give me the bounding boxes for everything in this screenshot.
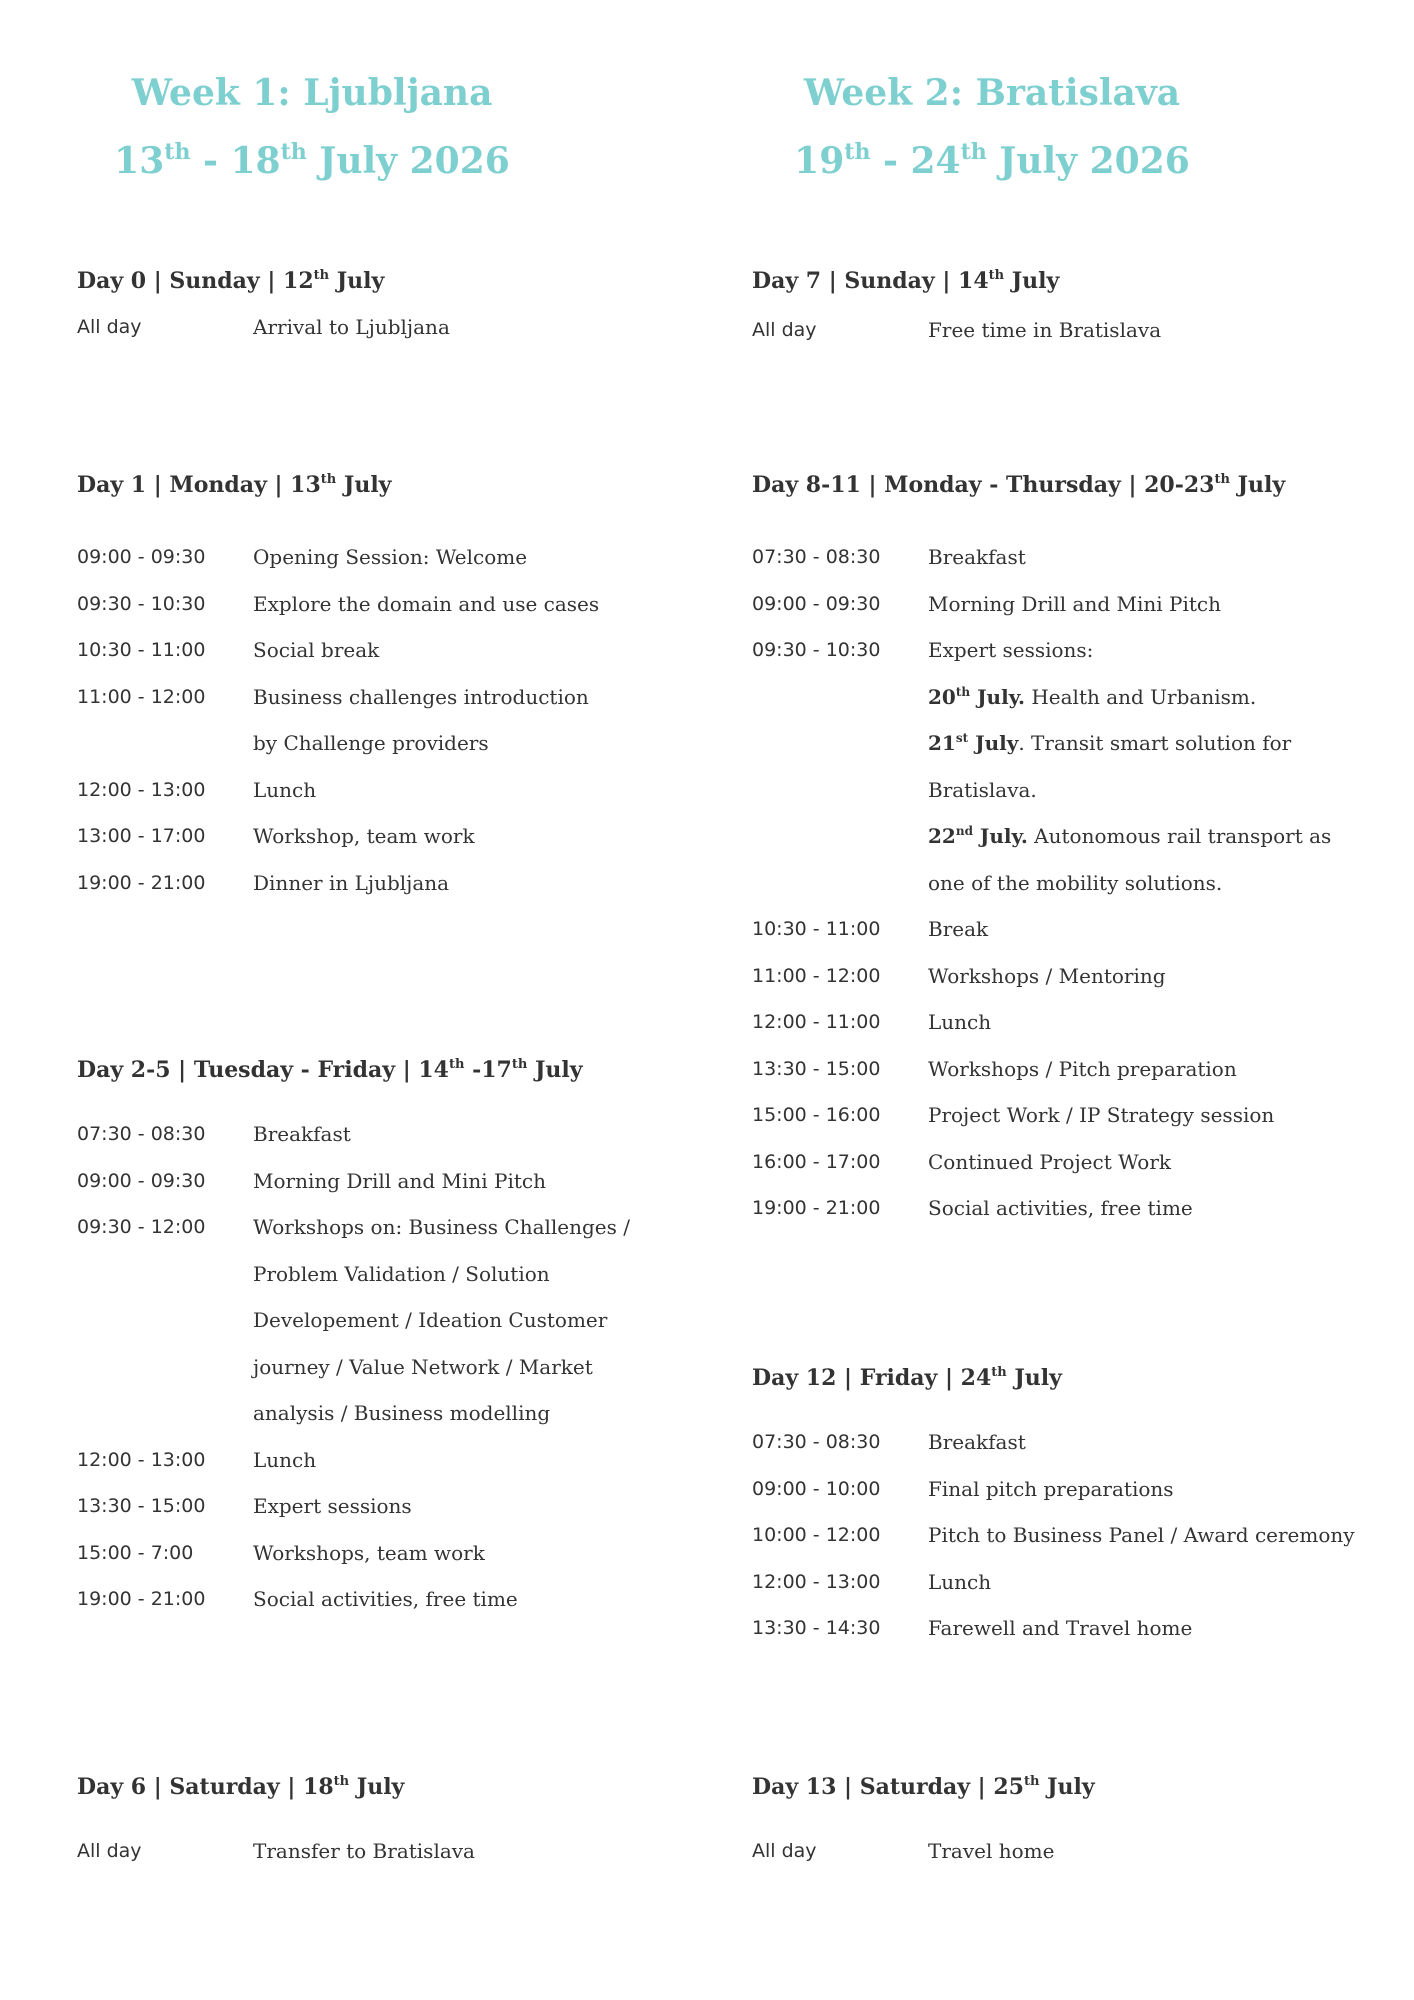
time-slot: 12:00 - 13:00 bbox=[77, 1448, 206, 1471]
time-slot: 09:00 - 10:00 bbox=[752, 1477, 881, 1500]
time-slot: 13:00 - 17:00 bbox=[77, 825, 206, 847]
schedule-row bbox=[77, 304, 677, 351]
activity: Bratislava. bbox=[928, 777, 1037, 802]
activity: Business challenges introduction bbox=[253, 684, 589, 709]
schedule-row bbox=[752, 906, 1392, 953]
day-0-section bbox=[77, 266, 677, 339]
time-slot: 19:00 - 21:00 bbox=[752, 1197, 881, 1219]
schedule-row bbox=[77, 860, 677, 907]
activity: Workshops on: Business Challenges / bbox=[253, 1215, 631, 1239]
activity: Lunch bbox=[253, 1447, 317, 1472]
schedule-row bbox=[77, 813, 677, 860]
activity: by Challenge providers bbox=[253, 731, 489, 755]
time-slot: 10:00 - 12:00 bbox=[752, 1524, 881, 1546]
activity: Breakfast bbox=[253, 1122, 351, 1146]
day-2-5-section bbox=[77, 1055, 677, 1611]
day-header: Day 2-5 | Tuesday - Friday | 14th -17th July bbox=[77, 1057, 583, 1083]
activity: Morning Drill and Mini Pitch bbox=[928, 591, 1221, 616]
time-slot: 10:30 - 11:00 bbox=[77, 639, 206, 661]
activity: Travel home bbox=[928, 1839, 1055, 1863]
schedule-row bbox=[77, 1390, 677, 1437]
time-slot: 12:00 - 13:00 bbox=[752, 1570, 881, 1593]
activity: Social activities, free time bbox=[928, 1196, 1193, 1220]
time-slot: 09:30 - 12:00 bbox=[77, 1216, 206, 1238]
schedule-row bbox=[77, 1111, 677, 1158]
time-slot: 12:00 - 13:00 bbox=[77, 778, 206, 801]
schedule-row bbox=[77, 1158, 677, 1205]
schedule-row bbox=[77, 674, 677, 721]
day-6-section bbox=[77, 1772, 677, 1863]
schedule-row bbox=[77, 581, 677, 628]
schedule-row bbox=[752, 1046, 1392, 1093]
time-slot: 10:30 - 11:00 bbox=[752, 918, 881, 940]
schedule-row bbox=[752, 767, 1392, 814]
session-date: 21st July bbox=[928, 731, 1019, 755]
time-slot: All day bbox=[77, 316, 142, 338]
activity: Lunch bbox=[928, 1569, 992, 1594]
activity: Break bbox=[928, 917, 989, 941]
activity: journey / Value Network / Market bbox=[253, 1354, 593, 1379]
time-slot: 09:00 - 09:30 bbox=[77, 546, 206, 568]
time-slot: 19:00 - 21:00 bbox=[77, 871, 206, 894]
activity: Workshop, team work bbox=[253, 824, 475, 848]
time-slot: 12:00 - 11:00 bbox=[752, 1011, 881, 1033]
schedule-row bbox=[752, 1512, 1392, 1559]
day-7-section bbox=[752, 266, 1392, 342]
time-slot: 09:30 - 10:30 bbox=[77, 592, 206, 615]
schedule-row bbox=[77, 1251, 677, 1298]
schedule-row bbox=[752, 1139, 1392, 1186]
schedule-row bbox=[77, 1828, 677, 1875]
schedule-row bbox=[752, 1605, 1392, 1652]
activity: Breakfast bbox=[928, 1430, 1026, 1454]
time-slot: 19:00 - 21:00 bbox=[77, 1588, 206, 1610]
schedule-row bbox=[77, 1530, 677, 1577]
schedule-row bbox=[77, 720, 677, 767]
time-slot: 09:00 - 09:30 bbox=[77, 1169, 206, 1192]
activity: Free time in Bratislava bbox=[928, 318, 1162, 342]
activity: Problem Validation / Solution bbox=[253, 1261, 550, 1286]
activity: Lunch bbox=[253, 777, 317, 802]
schedule-row bbox=[77, 1437, 677, 1484]
activity: Dinner in Ljubljana bbox=[253, 870, 450, 895]
schedule-row bbox=[752, 1828, 1392, 1875]
time-slot: All day bbox=[752, 1840, 817, 1862]
activity: Farewell and Travel home bbox=[928, 1616, 1193, 1640]
activity: Arrival to Ljubljana bbox=[253, 315, 450, 339]
time-slot: 07:30 - 08:30 bbox=[77, 1123, 206, 1145]
schedule-row bbox=[752, 1419, 1392, 1466]
activity: Workshops / Mentoring bbox=[928, 963, 1166, 988]
schedule-row bbox=[752, 999, 1392, 1046]
activity: Opening Session: Welcome bbox=[253, 545, 528, 569]
schedule-row bbox=[752, 860, 1392, 907]
week2-dates: 19th - 24th July 2026 bbox=[794, 139, 1190, 182]
schedule-row bbox=[77, 627, 677, 674]
activity: 21st July. Transit smart solution for bbox=[928, 731, 1292, 755]
time-slot: All day bbox=[77, 1840, 142, 1862]
time-slot: 13:30 - 14:30 bbox=[752, 1617, 881, 1639]
schedule-row bbox=[77, 1483, 677, 1530]
schedule-row bbox=[752, 1559, 1392, 1606]
schedule-row bbox=[77, 1297, 677, 1344]
activity: 20th July. Health and Urbanism. bbox=[928, 684, 1257, 709]
schedule-row bbox=[77, 767, 677, 814]
day-header: Day 12 | Friday | 24th July bbox=[752, 1365, 1062, 1391]
schedule-row bbox=[77, 1204, 677, 1251]
time-slot: 07:30 - 08:30 bbox=[752, 1431, 881, 1453]
time-slot: 15:00 - 16:00 bbox=[752, 1104, 881, 1126]
session-date: 22nd July. bbox=[928, 824, 1028, 848]
day-8-11-section bbox=[752, 470, 1392, 1220]
schedule-row bbox=[752, 1466, 1392, 1513]
schedule-row bbox=[77, 1576, 677, 1623]
day-header: Day 13 | Saturday | 25th July bbox=[752, 1774, 1095, 1800]
activity: one of the mobility solutions. bbox=[928, 870, 1223, 895]
time-slot: 09:00 - 09:30 bbox=[752, 592, 881, 615]
activity: Continued Project Work bbox=[928, 1149, 1172, 1174]
schedule-row bbox=[752, 720, 1392, 767]
activity: Workshops / Pitch preparation bbox=[928, 1056, 1237, 1081]
activity: Project Work / IP Strategy session bbox=[928, 1103, 1275, 1127]
session-date: 20th July. bbox=[928, 684, 1025, 709]
activity: Expert sessions bbox=[253, 1494, 412, 1518]
activity: Pitch to Business Panel / Award ceremony bbox=[928, 1523, 1355, 1547]
activity: Expert sessions: bbox=[928, 638, 1094, 662]
schedule-row bbox=[77, 534, 677, 581]
activity: Final pitch preparations bbox=[928, 1476, 1174, 1501]
activity: Workshops, team work bbox=[253, 1540, 485, 1565]
activity: Morning Drill and Mini Pitch bbox=[253, 1168, 546, 1193]
day-header: Day 1 | Monday | 13th July bbox=[77, 472, 392, 498]
week2-title: Week 2: Bratislava bbox=[803, 72, 1181, 114]
schedule-row bbox=[752, 1185, 1392, 1232]
day-1-section bbox=[77, 470, 677, 895]
schedule-row bbox=[752, 813, 1392, 860]
activity: Developement / Ideation Customer bbox=[253, 1308, 608, 1332]
time-slot: 16:00 - 17:00 bbox=[752, 1150, 881, 1173]
time-slot: 11:00 - 12:00 bbox=[77, 685, 206, 708]
time-slot: 11:00 - 12:00 bbox=[752, 964, 881, 987]
day-12-section bbox=[752, 1363, 1392, 1640]
week1-dates: 13th - 18th July 2026 bbox=[114, 139, 510, 182]
activity: Social break bbox=[253, 638, 380, 662]
schedule-row bbox=[752, 953, 1392, 1000]
activity: Explore the domain and use cases bbox=[253, 591, 600, 616]
time-slot: 07:30 - 08:30 bbox=[752, 546, 881, 568]
schedule-row bbox=[752, 1092, 1392, 1139]
time-slot: 09:30 - 10:30 bbox=[752, 639, 881, 661]
schedule-row bbox=[752, 581, 1392, 628]
activity: Lunch bbox=[928, 1010, 992, 1034]
activity: Breakfast bbox=[928, 545, 1026, 569]
day-header: Day 0 | Sunday | 12th July bbox=[77, 268, 385, 294]
time-slot: 15:00 - 7:00 bbox=[77, 1541, 194, 1564]
time-slot: 13:30 - 15:00 bbox=[77, 1495, 206, 1517]
schedule-row bbox=[752, 307, 1392, 354]
time-slot: 13:30 - 15:00 bbox=[752, 1057, 881, 1080]
activity: Transfer to Bratislava bbox=[253, 1839, 475, 1863]
day-header: Day 7 | Sunday | 14th July bbox=[752, 268, 1060, 294]
schedule-row bbox=[752, 627, 1392, 674]
day-13-section bbox=[752, 1772, 1392, 1863]
schedule-row bbox=[77, 1344, 677, 1391]
schedule-row bbox=[752, 534, 1392, 581]
time-slot: All day bbox=[752, 319, 817, 341]
activity: 22nd July. Autonomous rail transport as bbox=[928, 824, 1332, 848]
activity: Social activities, free time bbox=[253, 1587, 518, 1611]
day-header: Day 8-11 | Monday - Thursday | 20-23th July bbox=[752, 472, 1286, 498]
activity: analysis / Business modelling bbox=[253, 1401, 551, 1425]
schedule-row bbox=[752, 674, 1392, 721]
week1-title: Week 1: Ljubljana bbox=[131, 72, 493, 114]
day-header: Day 6 | Saturday | 18th July bbox=[77, 1774, 405, 1800]
